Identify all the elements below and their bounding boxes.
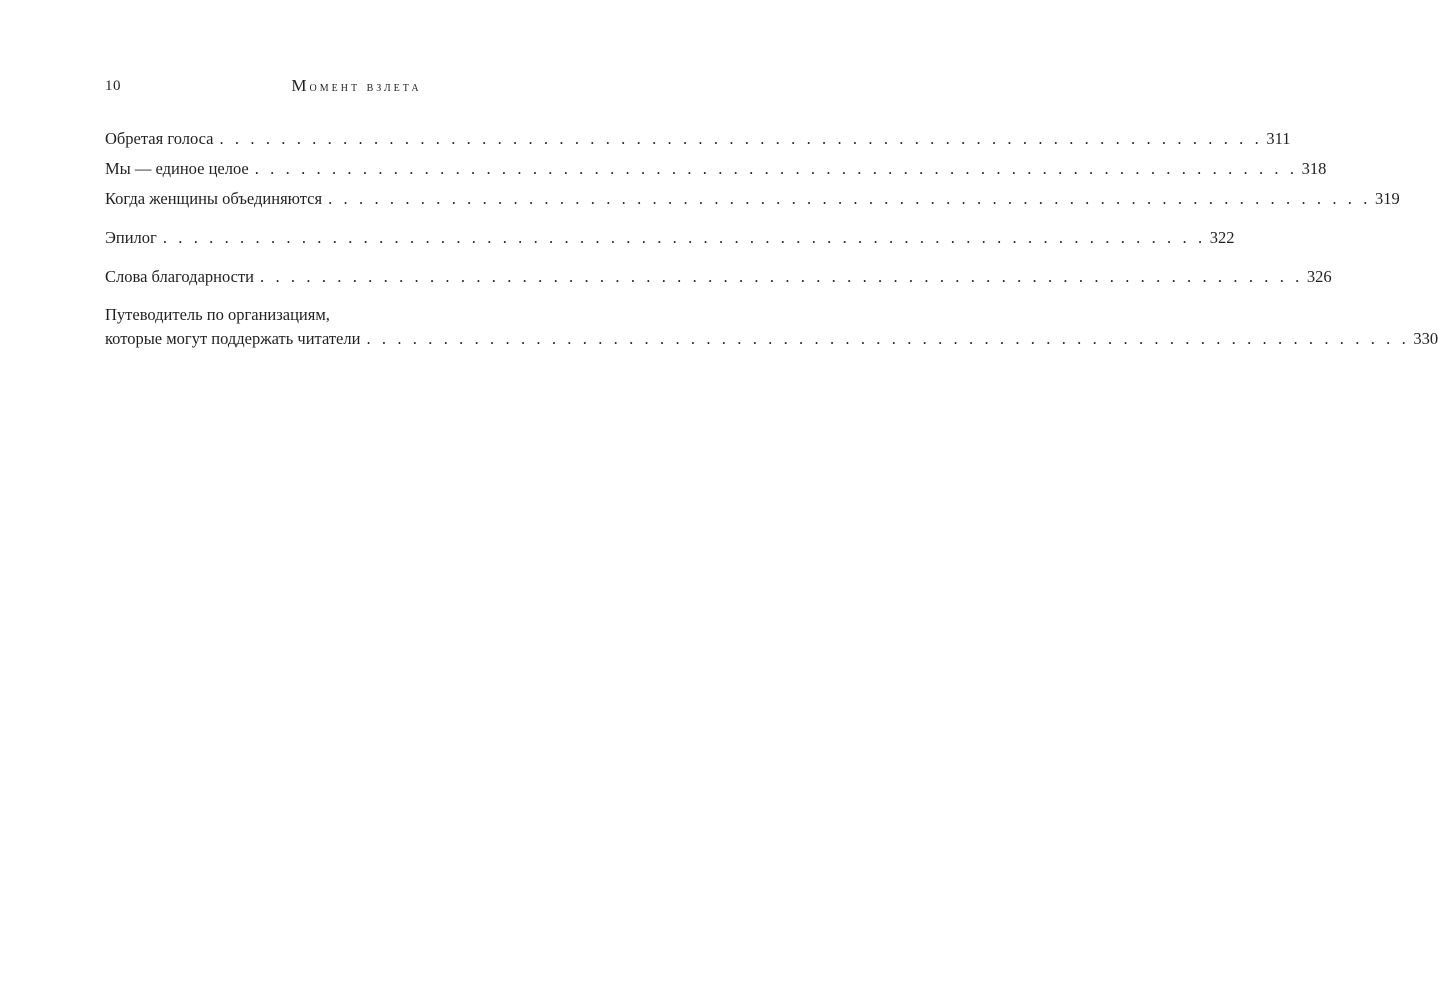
toc-entry (105, 128, 1291, 150)
toc-entry-title: Эпилог (105, 228, 157, 247)
toc-entry-title: которые могут поддержать читатели (105, 329, 361, 348)
toc-entry (105, 266, 1332, 288)
toc-entry-title-line1: Путеводитель по организациям, (105, 305, 330, 324)
toc-entry-page: 319 (1374, 189, 1400, 208)
toc-entry-page: 318 (1301, 159, 1327, 178)
toc-entry (105, 227, 1235, 249)
toc-leader-dots: . . . . . . . . . . . . . . . . . . . . . . . . . . . . . . . . . . . . . . . . . . . . . . . . . . . . . . . . . . . . . . . . . . . . (254, 159, 1298, 178)
toc-entry-title: Когда женщины объединяются (105, 189, 323, 208)
toc-entry (105, 158, 1327, 180)
toc-entry-page: 311 (1266, 129, 1291, 148)
running-title: момент взлета (291, 76, 422, 95)
toc-entry-page: 326 (1306, 267, 1332, 286)
toc-entry (105, 304, 1438, 350)
page-number: 10 (105, 78, 121, 94)
toc-entry-title: Слова благодарности (105, 267, 255, 286)
toc-leader-dots: . . . . . . . . . . . . . . . . . . . . . . . . . . . . . . . . . . . . . . . . . . . . . . . . . . . . . . . . . . . . . . . . . . . . (219, 129, 1263, 148)
toc-entry (105, 188, 1400, 210)
toc-entry-title: Обретая голоса (105, 129, 214, 148)
toc-leader-dots: . . . . . . . . . . . . . . . . . . . . . . . . . . . . . . . . . . . . . . . . . . . . . . . . . . . . . . . . . . . . . . . . . . . . (260, 267, 1303, 286)
toc-entry-page: 322 (1209, 228, 1235, 247)
toc-leader-dots: . . . . . . . . . . . . . . . . . . . . . . . . . . . . . . . . . . . . . . . . . . . . . . . . . . . . . . . . . . . . . . . . . . . . (366, 329, 1410, 348)
page-header (105, 74, 608, 98)
toc-leader-dots: . . . . . . . . . . . . . . . . . . . . . . . . . . . . . . . . . . . . . . . . . . . . . . . . . . . . . . . . . . . . . . . . . . . . (328, 189, 1371, 208)
toc-leader-dots: . . . . . . . . . . . . . . . . . . . . . . . . . . . . . . . . . . . . . . . . . . . . . . . . . . . . . . . . . . . . . . . . . . . . (162, 228, 1206, 247)
toc-entry-title: Мы — единое целое (105, 159, 249, 178)
toc-entry-page: 330 (1413, 329, 1438, 348)
